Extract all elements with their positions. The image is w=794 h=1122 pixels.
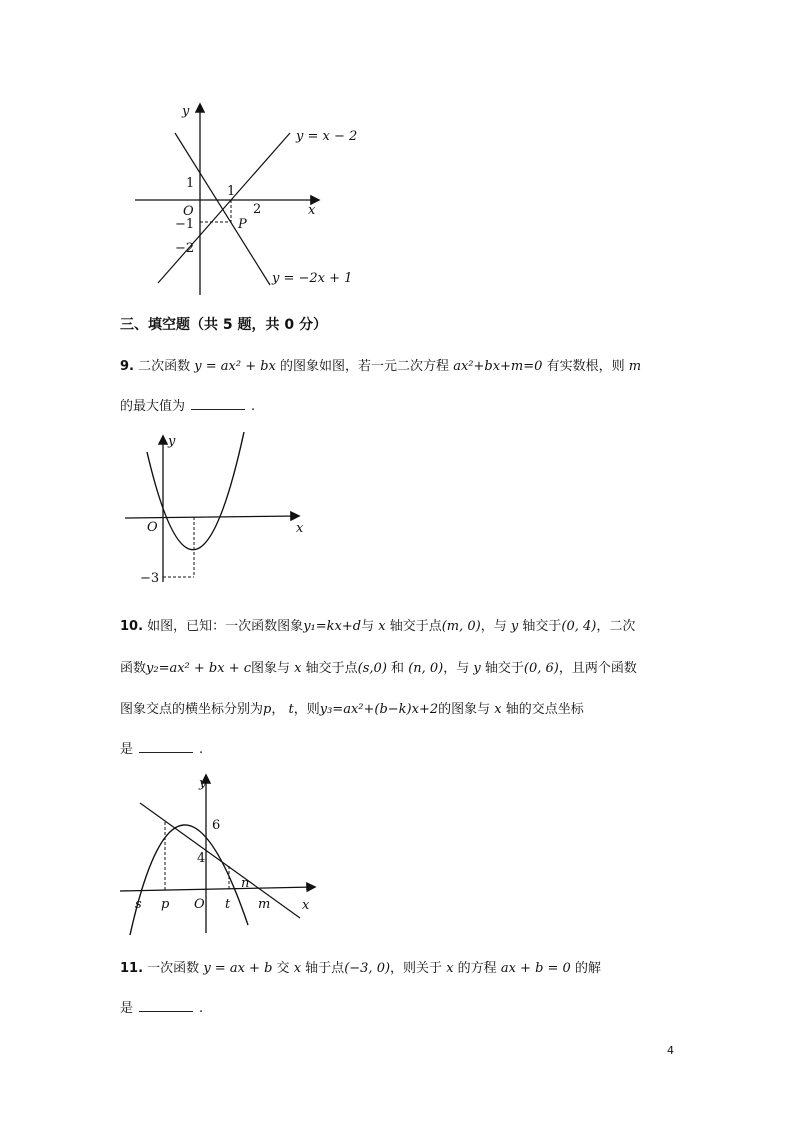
line1-label: y = x − 2 bbox=[296, 129, 358, 144]
q9-text-4: 的最大值为 bbox=[120, 399, 186, 414]
tick-y-neg2: −2 bbox=[175, 241, 195, 256]
q10-l3-text-c: ，则 bbox=[293, 702, 320, 717]
q10-l2-point-3: (0, 6) bbox=[523, 661, 559, 676]
q9-equation-3: m bbox=[628, 359, 642, 374]
q11-equation-1: y = ax + b bbox=[203, 961, 273, 976]
q11-text-4: ，则关于 bbox=[390, 961, 443, 976]
q10-l2-point-2: (n, 0) bbox=[408, 661, 444, 676]
q9-text-5: . bbox=[251, 399, 256, 414]
q10-l1-text-c: 轴交于点 bbox=[389, 619, 442, 634]
q11-answer-blank[interactable] bbox=[139, 998, 193, 1012]
tick-x-1: 1 bbox=[227, 184, 236, 199]
q10-l2-text-a: 函数 bbox=[120, 661, 147, 676]
q11-text-7: 是 bbox=[120, 1001, 134, 1016]
point-p-label: P bbox=[238, 217, 247, 232]
y-axis-label: y bbox=[182, 104, 190, 119]
y-axis-label: y bbox=[168, 434, 176, 449]
q9-text-2: 的图象如图，若一元二次方程 bbox=[280, 359, 450, 374]
q10-l2-text-d: 和 bbox=[391, 661, 405, 676]
x-axis bbox=[120, 887, 314, 891]
q10-l1-text-d: ，与 bbox=[480, 619, 507, 634]
y-axis-label: y bbox=[199, 776, 207, 791]
q11-text-8: . bbox=[199, 1001, 204, 1016]
q10-answer-blank[interactable] bbox=[139, 739, 193, 753]
q10-l1-x: x bbox=[378, 619, 386, 634]
question-9-line-2 bbox=[120, 396, 255, 416]
question-11-line-2 bbox=[120, 998, 203, 1018]
question-10-line-1 bbox=[120, 618, 635, 636]
q10-l2-y: y bbox=[473, 661, 481, 676]
x-axis-label: x bbox=[308, 203, 316, 218]
x-axis-label: x bbox=[296, 521, 304, 536]
tick-6: 6 bbox=[212, 818, 221, 833]
q11-text-1: 一次函数 bbox=[147, 961, 200, 976]
tick-neg3: −3 bbox=[140, 571, 160, 586]
origin-label: O bbox=[147, 520, 158, 535]
q10-l3-text-a: 图象交点的横坐标分别为 bbox=[120, 702, 264, 717]
question-10-line-4 bbox=[120, 739, 203, 759]
q11-equation-2: ax + b = 0 bbox=[500, 961, 571, 976]
q11-text-3: 轴于点 bbox=[305, 961, 345, 976]
q10-l3-t: t bbox=[288, 702, 294, 717]
q10-l4-text-b: . bbox=[199, 742, 204, 757]
q10-l2-eq: y₂=ax² + bx + c bbox=[146, 661, 252, 676]
q10-l2-text-c: 轴交于点 bbox=[305, 661, 358, 676]
q10-l1-eq: y₁=kx+d bbox=[303, 619, 362, 634]
line2-label: y = −2x + 1 bbox=[272, 271, 353, 286]
question-10-line-2 bbox=[120, 660, 637, 678]
q9-text-1: 二次函数 bbox=[138, 359, 191, 374]
q10-l2-text-g: ，且两个函数 bbox=[558, 661, 637, 676]
q10-l3-x: x bbox=[494, 702, 502, 717]
question-9-line-1 bbox=[120, 358, 641, 376]
q11-x: x bbox=[293, 961, 302, 976]
parabola-curve bbox=[130, 825, 248, 935]
label-n: n bbox=[241, 876, 250, 891]
q10-l1-text-e: 轴交于 bbox=[522, 619, 562, 634]
q9-text-3: 有实数根，则 bbox=[546, 359, 625, 374]
figure-3-graph bbox=[118, 770, 323, 940]
parabola-curve bbox=[147, 432, 244, 550]
q10-l1-point: (m, 0) bbox=[441, 619, 481, 634]
figure-2-graph bbox=[120, 432, 320, 592]
tick-y-1: 1 bbox=[186, 176, 195, 191]
q10-l1-text-a: 如图，已知：一次函数图象 bbox=[147, 619, 304, 634]
q10-l3-eq: y₃=ax²+(b−k)x+2 bbox=[319, 702, 439, 717]
q9-answer-blank[interactable] bbox=[191, 396, 245, 410]
q10-l2-text-e: ，与 bbox=[443, 661, 470, 676]
question-9-number: 9. bbox=[120, 359, 134, 374]
q10-l1-text-f: ，二次 bbox=[596, 619, 636, 634]
q11-text-2: 交 bbox=[276, 961, 290, 976]
q10-l1-point-2: (0, 4) bbox=[561, 619, 597, 634]
q10-l4-text-a: 是 bbox=[120, 742, 134, 757]
x-axis-label: x bbox=[302, 898, 310, 913]
q10-l3-text-d: 的图象与 bbox=[438, 702, 491, 717]
line-y-x-minus-2 bbox=[158, 133, 290, 283]
label-p: p bbox=[161, 897, 170, 912]
q10-l2-x: x bbox=[294, 661, 302, 676]
question-10-line-3 bbox=[120, 701, 584, 719]
q10-l2-point: (s,0) bbox=[357, 661, 387, 676]
question-11-number: 11. bbox=[120, 961, 144, 976]
page-number: 4 bbox=[667, 1044, 674, 1057]
q10-l3-p: p bbox=[263, 702, 272, 717]
tick-x-2: 2 bbox=[253, 202, 262, 217]
x-axis bbox=[125, 516, 298, 518]
q10-l1-y: y bbox=[510, 619, 519, 634]
origin-label: O bbox=[183, 204, 194, 219]
origin-label: O bbox=[194, 897, 205, 912]
q10-l2-text-b: 图象与 bbox=[251, 661, 291, 676]
tick-y-neg1: −1 bbox=[175, 217, 195, 232]
q9-equation-1: y = ax² + bx bbox=[194, 359, 276, 374]
q11-text-6: 的解 bbox=[574, 961, 601, 976]
q10-l1-text-b: 与 bbox=[361, 619, 375, 634]
q10-l2-text-f: 轴交于 bbox=[484, 661, 524, 676]
question-10-number: 10. bbox=[120, 619, 144, 634]
q10-l3-text-e: 轴的交点坐标 bbox=[505, 702, 584, 717]
q9-equation-2: ax²+bx+m=0 bbox=[453, 359, 543, 374]
section-title: 三、填空题（共 5 题，共 0 分） bbox=[120, 317, 327, 333]
question-11-line-1 bbox=[120, 960, 601, 978]
q11-point: (−3, 0) bbox=[344, 961, 391, 976]
q11-text-5: 的方程 bbox=[457, 961, 497, 976]
q11-x-2: x bbox=[446, 961, 454, 976]
label-m: m bbox=[258, 897, 271, 912]
tick-4: 4 bbox=[197, 851, 206, 866]
figure-1-graph bbox=[120, 95, 380, 300]
label-s: s bbox=[135, 897, 142, 912]
q10-l3-text-b: ， bbox=[271, 702, 285, 717]
label-t: t bbox=[225, 897, 231, 912]
